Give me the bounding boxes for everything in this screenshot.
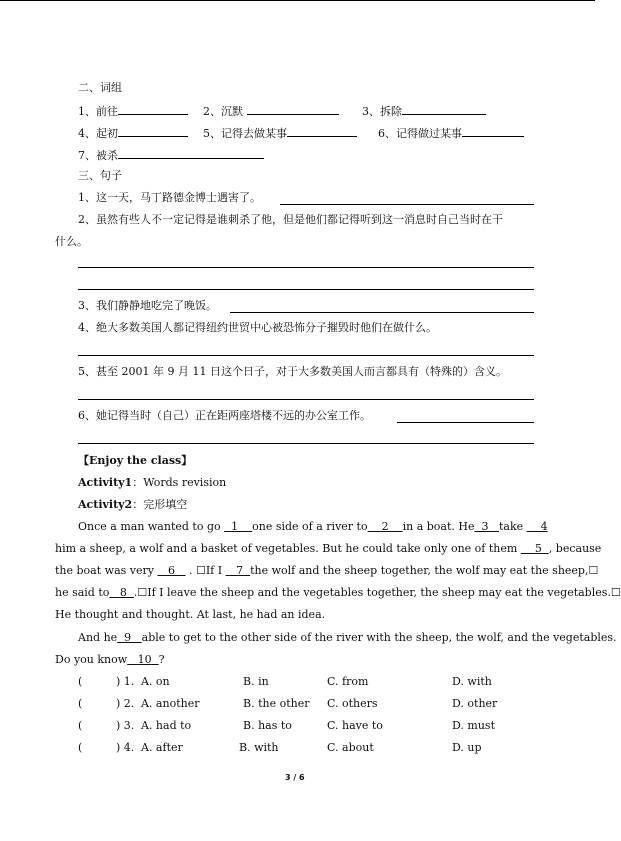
answer-blank[interactable] [462,125,524,137]
option-d[interactable]: D. up [452,741,482,754]
sentence-2: 2、虽然有些人不一定记得是谁刺杀了他，但是他们都记得听到这一消息时自己当时在干 [78,213,503,226]
passage-line-5: He thought and thought. At last, he had an idea. [55,608,326,621]
option-b[interactable]: B. with [239,741,279,754]
passage-line-3: the boat was very 6 . ☐If I 7 the wolf and the sheep together, the wolf may eat the sheep,☐ [55,564,599,577]
blank-9[interactable]: 9 [124,631,132,644]
option-a[interactable]: A. on [141,675,170,688]
answer-paren[interactable]: ( [78,697,83,710]
blank-1[interactable]: 1 [231,520,239,533]
answer-paren[interactable]: ( [78,675,83,688]
sentence-2-cont: 什么。 [55,235,88,248]
answer-line[interactable] [78,399,534,400]
answer-line[interactable] [230,312,534,313]
passage-line-1: Once a man wanted to go 1 one side of a river to 2 in a boat. He 3 take 4 [78,520,548,533]
option-b[interactable]: B. in [243,675,269,688]
phrase-item: 1、前往 [78,103,188,119]
sentence-5: 5、甚至 2001 年 9 月 11 日这个日子，对于大多数美国人而言都具有（特殊的）含义。 [78,365,507,378]
blank-3[interactable]: 3 [481,520,489,533]
question-number: ) 4. [116,741,135,754]
sentence-4: 4、绝大多数美国人都记得纽约世贸中心被恐怖分子摧毁时他们在做什么。 [78,321,437,334]
answer-blank[interactable] [402,103,486,115]
blank-2[interactable]: 2 [381,520,389,533]
section3-heading: 三、句子 [78,169,122,182]
page-number: 3 / 6 [285,773,305,782]
option-d[interactable]: D. other [452,697,498,710]
answer-blank[interactable] [247,103,339,115]
passage-line-2: him a sheep, a wolf and a basket of vegetables. But he could take only one of them 5 , because [55,542,602,555]
passage-line-4: he said to 8 .☐If I leave the sheep and the vegetables together, the sheep may eat the vegetables.☐ [55,586,621,599]
answer-blank[interactable] [118,147,264,159]
option-c[interactable]: C. others [327,697,378,710]
phrase-item: 3、拆除 [362,103,486,119]
enjoy-heading: 【Enjoy the class】 [78,454,193,467]
option-b[interactable]: B. has to [243,719,292,732]
sentence-3: 3、我们静静地吃完了晚饭。 [78,299,217,312]
phrase-item: 7、被杀 [78,147,264,163]
option-b[interactable]: B. the other [243,697,310,710]
option-d[interactable]: D. must [452,719,496,732]
answer-line[interactable] [78,443,534,444]
answer-line[interactable] [78,289,534,290]
sentence-6: 6、她记得当时（自己）正在距两座塔楼不远的办公室工作。 [78,409,371,422]
question-number: ) 2. [116,697,135,710]
option-d[interactable]: D. with [452,675,492,688]
phrase-item: 6、记得做过某事 [378,125,524,141]
answer-line[interactable] [397,422,534,423]
phrase-item: 2、沉默 [203,103,339,119]
answer-blank[interactable] [118,125,188,137]
answer-blank[interactable] [287,125,357,137]
option-a[interactable]: A. had to [141,719,192,732]
activity-1: Activity1：Words revision [78,476,227,489]
blank-6[interactable]: 6 [167,564,175,577]
question-number: ) 1. [116,675,135,688]
phrase-item: 5、记得去做某事 [203,125,357,141]
option-a[interactable]: A. after [141,741,183,754]
answer-paren[interactable]: ( [78,719,83,732]
top-rule [0,0,595,1]
blank-8[interactable]: 8 [119,586,127,599]
blank-10[interactable]: 10 [137,653,152,666]
answer-line[interactable] [280,204,534,205]
passage-line-6: And he 9 able to get to the other side of the river with the sheep, the wolf, and the vegetables. [78,631,617,644]
blank-7[interactable]: 7 [236,564,244,577]
blank-5[interactable]: 5 [534,542,542,555]
answer-line[interactable] [78,267,534,268]
activity-2: Activity2：完形填空 [78,498,188,511]
sentence-1: 1、这一天，马丁路德金博士遇害了。 [78,191,261,204]
section2-heading: 二、词组 [78,81,122,94]
answer-line[interactable] [78,355,534,356]
option-c[interactable]: C. about [327,741,374,754]
question-number: ) 3. [116,719,135,732]
answer-blank[interactable] [118,103,188,115]
answer-paren[interactable]: ( [78,741,83,754]
option-a[interactable]: A. another [141,697,200,710]
blank-4[interactable]: 4 [540,520,548,533]
option-c[interactable]: C. have to [327,719,383,732]
phrase-item: 4、起初 [78,125,188,141]
passage-line-7: Do you know 10 ? [55,653,165,666]
option-c[interactable]: C. from [327,675,369,688]
